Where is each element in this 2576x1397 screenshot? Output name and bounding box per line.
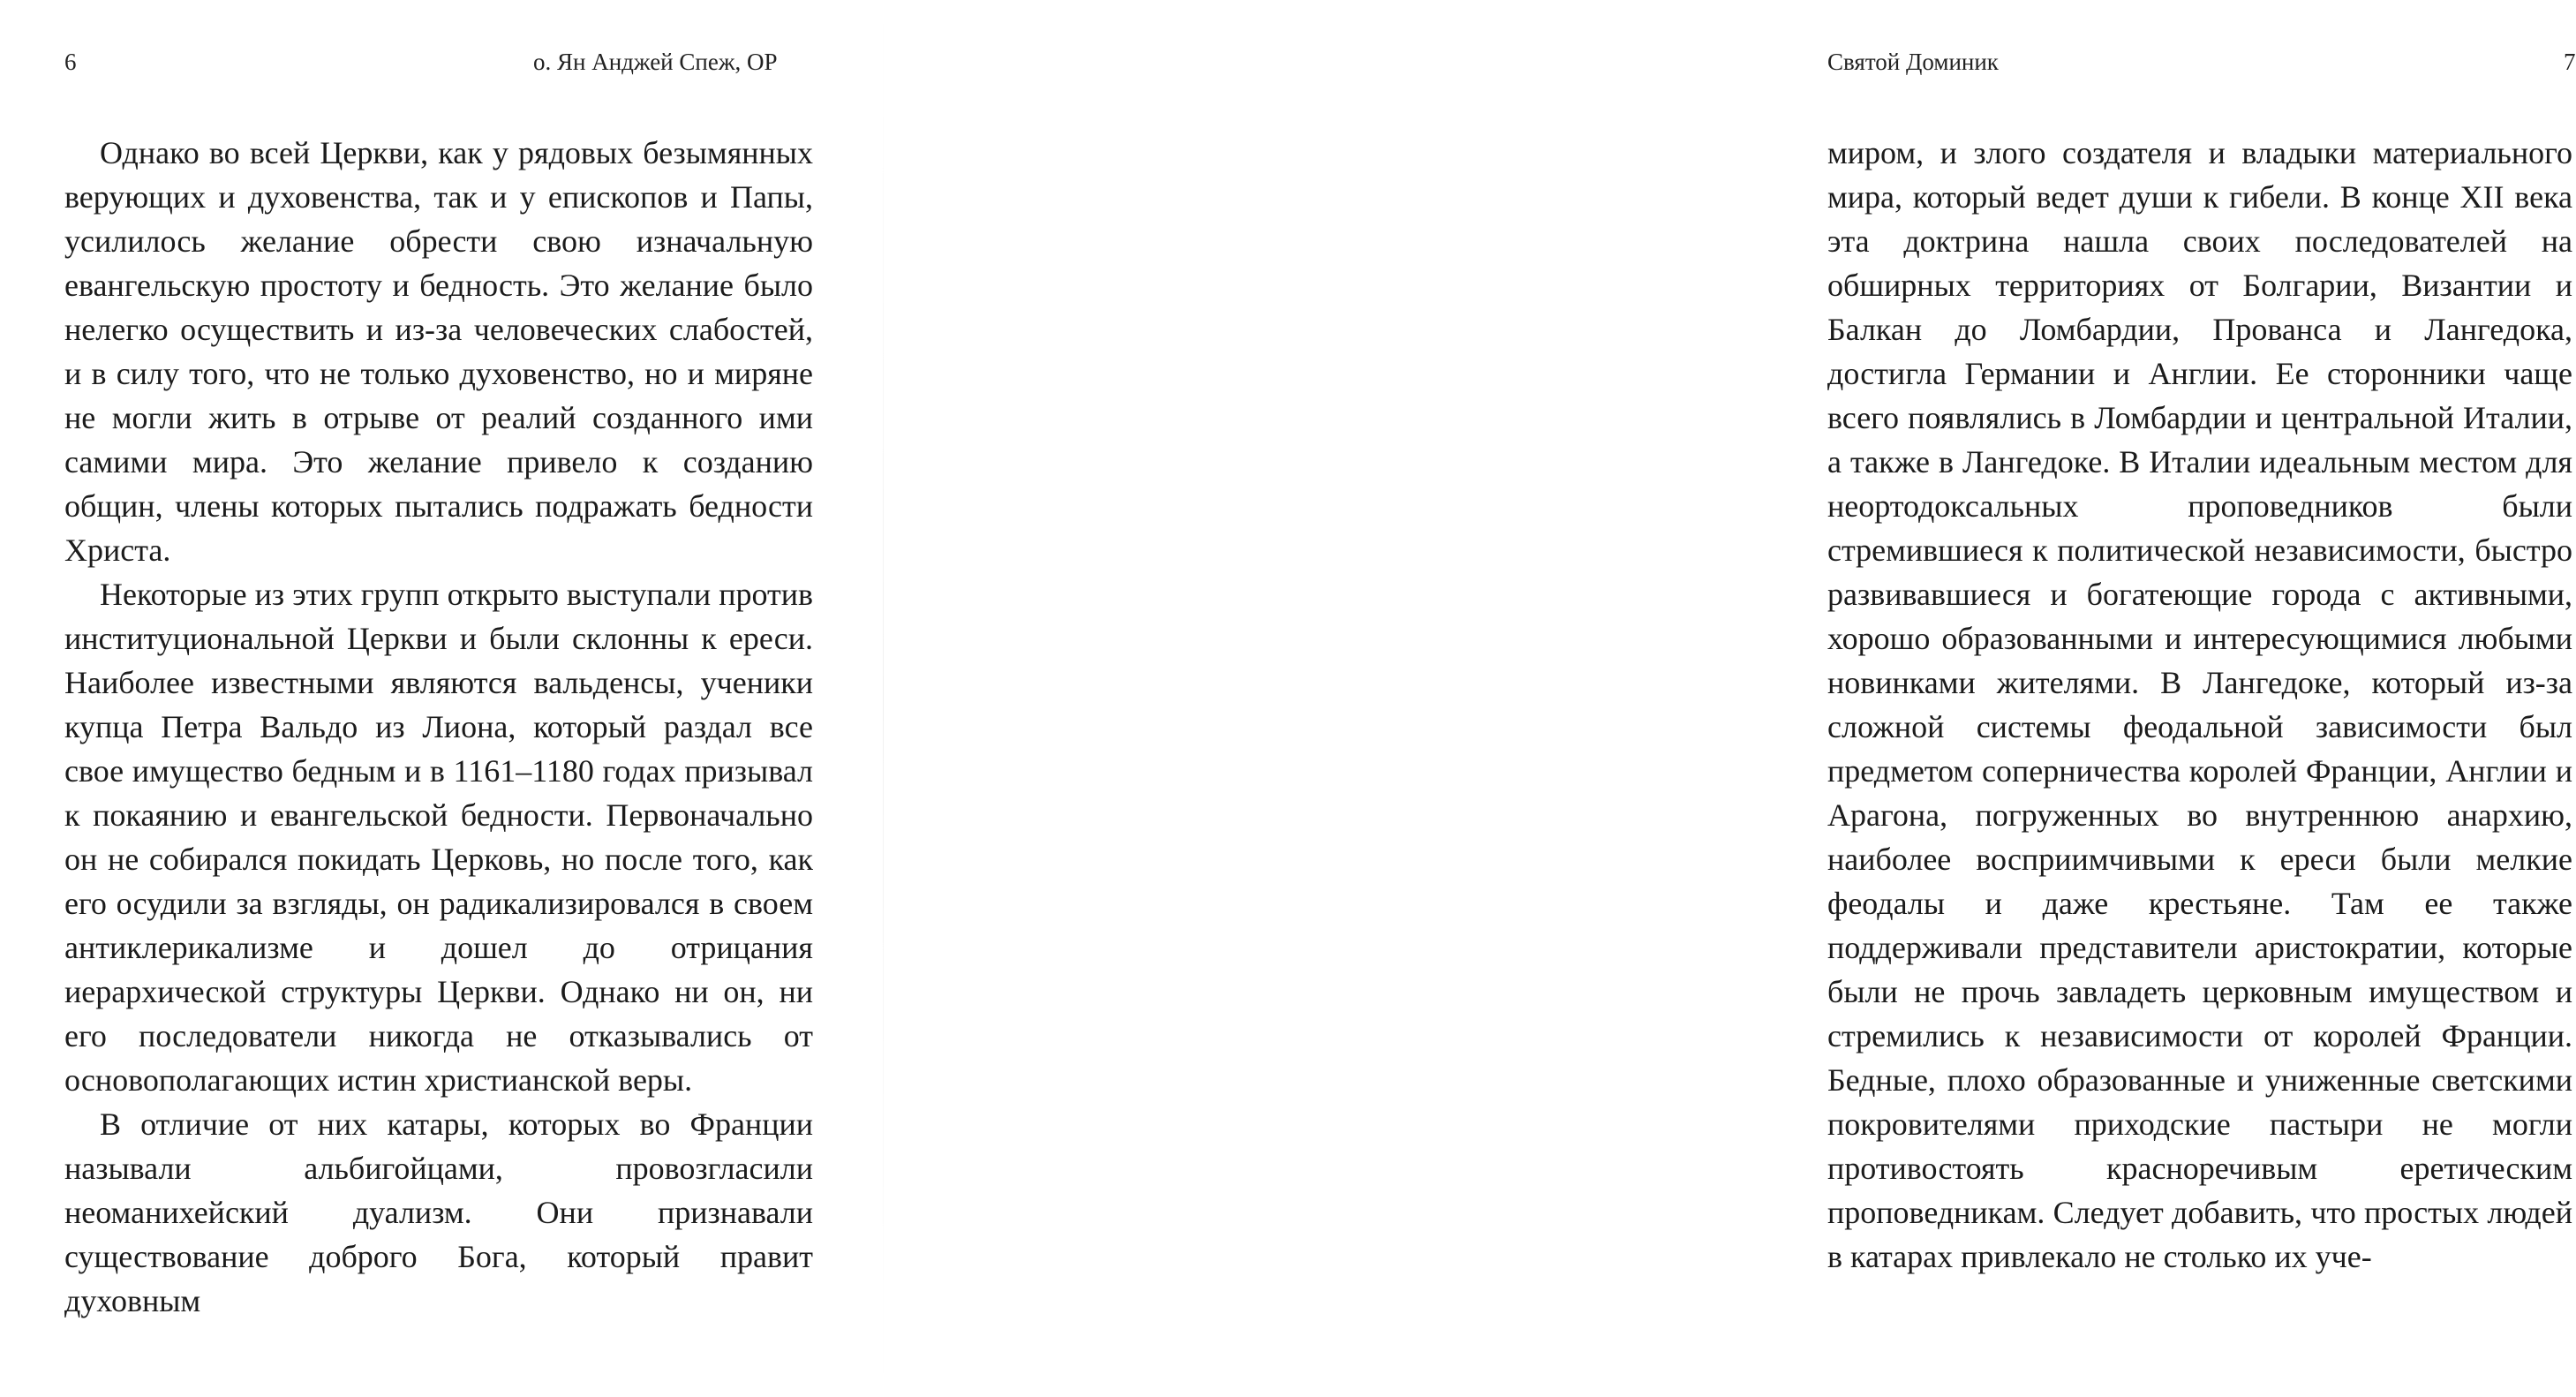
left-page-text: [64, 131, 813, 1323]
left-running-title: о. Ян Анджей Спеж, OP: [533, 49, 778, 75]
left-page-number: 6: [64, 49, 77, 75]
right-page-text: [1827, 131, 2572, 1279]
left-paragraph-3: В отличие от них катары, которых во Франции называли альбигойцами, провозгласили неоманихейский дуализм. Они признавали существование доброго Бога, который правит духовным: [64, 1106, 813, 1318]
left-page: [0, 0, 883, 1397]
right-running-title: Святой Доминик: [1827, 49, 1999, 75]
right-paragraph-1: миром, и злого создателя и владыки материального мира, который ведет души к гибели. В конце XII века эта доктрина нашла своих последователей на обширных территориях от Болгарии, Византии и Балкан до Ломбардии, Прованса и Лангедока, достигла Германии и Англии. Ее сторонники чаще всего появлялись в Ломбардии и центральной Италии, а также в Лангедоке. В Италии идеальным местом для неортодоксальных проповедников были стремившиеся к политической независимости, быстро развивавшиеся и богатеющие города с активными, хорошо образованными и интересующимися любыми новинками жителями. В Лангедоке, который из-за сложной системы феодальной зависимости был предметом соперничества королей Франции, Англии и Арагона, погруженных во внутреннюю анархию, наиболее восприимчивыми к ереси были мелкие феодалы и даже крестьяне. Там ее также поддерживали представители аристократии, которые были не прочь завладеть церковным имуществом и стремились к независимости от королей Франции. Бедные, плохо образованные и униженные светскими покровителями приходские пастыри не могли противостоять красноречивым еретическим проповедникам. Следует добавить, что простых людей в катарах привлекало не столько их уче-: [1827, 135, 2572, 1274]
right-page-number: 7: [2564, 49, 2576, 75]
left-paragraph-2: Некоторые из этих групп открыто выступали против институциональной Церкви и были склонны к ереси. Наиболее известными являются вальденсы, ученики купца Петра Вальдо из Лиона, который раздал все свое имущество бедным и в 1161–1180 годах призывал к покаянию и евангельской бедности. Первоначально он не собирался покидать Церковь, но после того, как его осудили за взгляды, он радикализировался в своем антиклерикализме и дошел до отрицания иерархической структуры Церкви. Однако ни он, ни его последователи никогда не отказывались от основополагающих истин христианской веры.: [64, 577, 813, 1098]
left-paragraph-1: Однако во всей Церкви, как у рядовых безымянных верующих и духовенства, так и у епископов и Папы, усилилось желание обрести свою изначальную евангельскую простоту и бедность. Это желание было нелегко осуществить и из-за человеческих слабостей, и в силу того, что не только духовенство, но и миряне не могли жить в отрыве от реалий созданного ими самими мира. Это желание привело к созданию общин, члены которых пытались подражать бедности Христа.: [64, 135, 813, 568]
right-page: [883, 0, 2576, 1397]
